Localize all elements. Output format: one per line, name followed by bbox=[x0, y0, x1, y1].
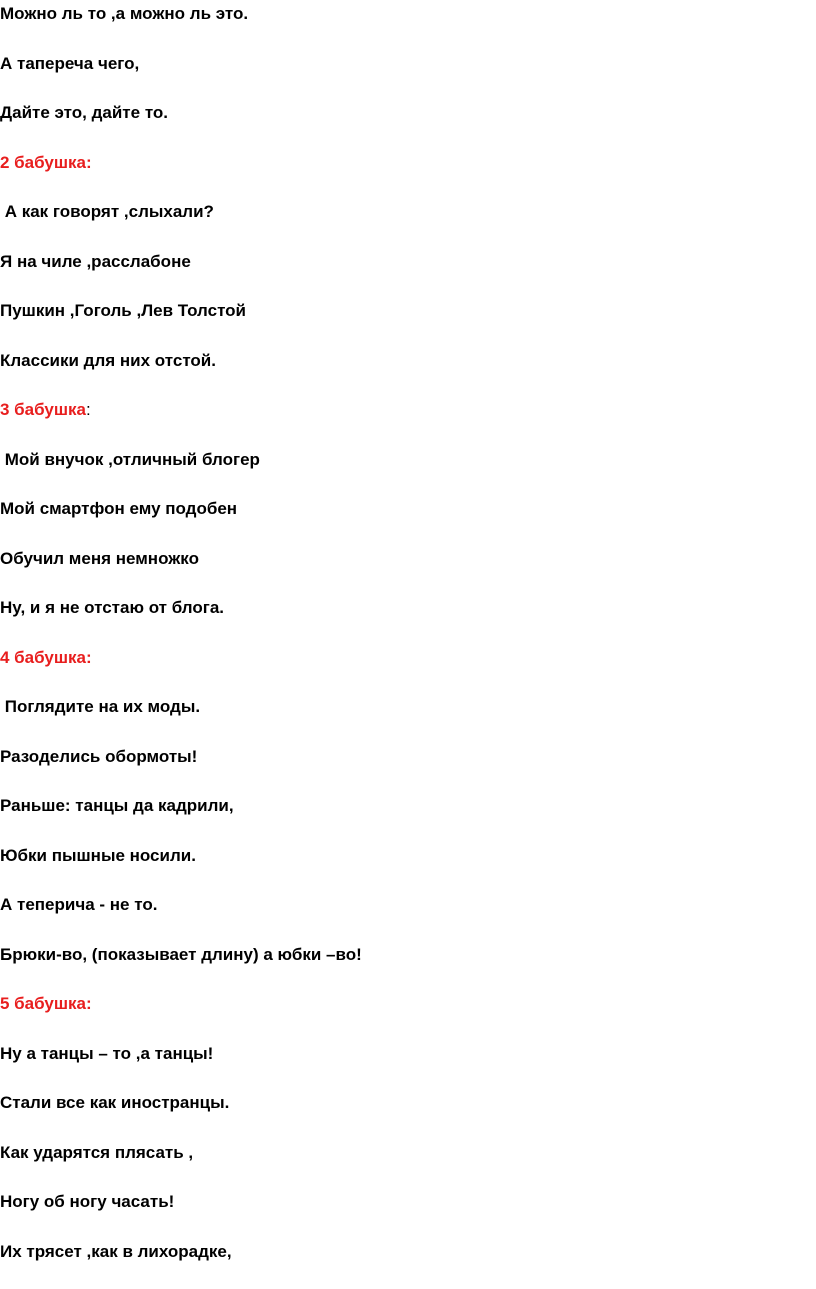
verse-text: А как говорят ,слыхали? bbox=[0, 202, 214, 221]
verse-line bbox=[0, 53, 139, 75]
verse-line bbox=[0, 894, 157, 916]
verse-line bbox=[0, 1191, 174, 1213]
speaker-heading bbox=[0, 152, 92, 174]
verse-line bbox=[0, 3, 248, 25]
verse-text: Классики для них отстой. bbox=[0, 350, 216, 370]
verse-line bbox=[0, 845, 196, 867]
speaker-heading bbox=[0, 647, 92, 669]
verse-text: Ну, и я не отстаю от блога. bbox=[0, 598, 225, 617]
verse-line bbox=[0, 548, 199, 570]
verse-text: Дайте это, дайте то. bbox=[0, 103, 169, 122]
verse-text: Мой смартфон ему подобен bbox=[0, 499, 238, 518]
verse-line bbox=[0, 696, 200, 718]
verse-line bbox=[0, 795, 234, 817]
verse-text: Ногу об ногу часать! bbox=[0, 1192, 175, 1211]
speaker-name: 3 бабушка bbox=[0, 400, 86, 419]
verse-text: Брюки-во, (показывает длину) а юбки –во! bbox=[0, 944, 362, 964]
verse-text: Ну а танцы – то ,а танцы! bbox=[0, 1043, 214, 1063]
verse-line bbox=[0, 1142, 193, 1164]
verse-text: А теперича - не то. bbox=[0, 895, 158, 914]
verse-text: Поглядите на их моды. bbox=[0, 697, 201, 716]
speaker-name: 4 бабушка: bbox=[0, 647, 92, 667]
speaker-name: 2 бабушка: bbox=[0, 152, 92, 172]
verse-text: Можно ль то ,а можно ль это. bbox=[0, 4, 249, 23]
speaker-name: 5 бабушка: bbox=[0, 994, 92, 1013]
verse-text: А тапереча чего, bbox=[0, 53, 140, 73]
verse-line bbox=[0, 1092, 229, 1114]
speaker-colon: : bbox=[86, 400, 91, 419]
verse-line bbox=[0, 251, 191, 273]
verse-line bbox=[0, 102, 168, 124]
speaker-heading bbox=[0, 993, 92, 1015]
verse-line bbox=[0, 746, 197, 768]
verse-line bbox=[0, 201, 214, 223]
verse-text: Обучил меня немножко bbox=[0, 548, 199, 568]
speaker-heading bbox=[0, 399, 91, 421]
verse-text: Юбки пышные носили. bbox=[0, 845, 196, 865]
verse-text: Пушкин ,Гоголь ,Лев Толстой bbox=[0, 301, 247, 320]
verse-line bbox=[0, 944, 362, 966]
verse-text: Раньше: танцы да кадрили, bbox=[0, 796, 234, 815]
verse-text: Как ударятся плясать , bbox=[0, 1142, 194, 1162]
verse-text: Их трясет ,как в лихорадке, bbox=[0, 1241, 232, 1261]
verse-text: Стали все как иностранцы. bbox=[0, 1093, 230, 1112]
verse-text: Разоделись обормоты! bbox=[0, 746, 198, 766]
verse-line bbox=[0, 300, 246, 322]
verse-text: Я на чиле ,расслабоне bbox=[0, 251, 191, 271]
verse-line bbox=[0, 597, 224, 619]
verse-line bbox=[0, 1241, 232, 1263]
verse-text: Мой внучок ,отличный блогер bbox=[0, 449, 260, 469]
verse-line bbox=[0, 498, 237, 520]
verse-line bbox=[0, 449, 260, 471]
verse-line bbox=[0, 1043, 213, 1065]
verse-line bbox=[0, 350, 216, 372]
